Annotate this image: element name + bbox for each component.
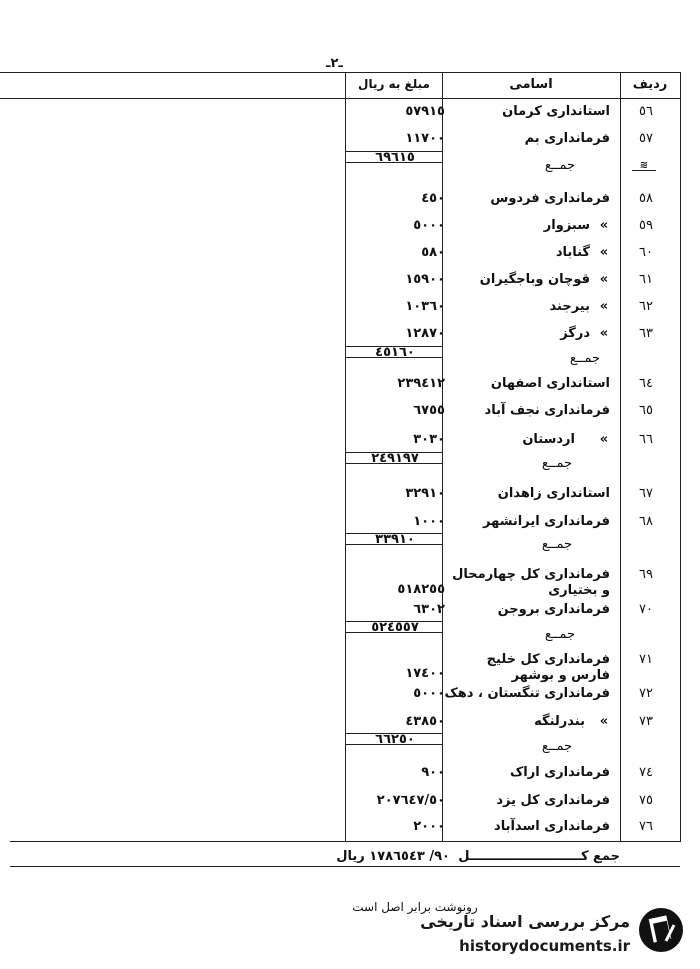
table-right-border	[680, 72, 681, 842]
row-amount: ٣٠٣٠	[413, 432, 445, 447]
ditto-mark: «	[599, 218, 609, 233]
row-name: قوچان وباجگیران	[479, 272, 590, 287]
subtotal-label: جمــع	[569, 351, 600, 366]
row-amount: ٢٠٠٠	[413, 819, 445, 834]
subtotal-label: جمــع	[541, 537, 572, 552]
subtotal-amount: ٦٦٢٥٠	[375, 732, 415, 747]
row-number: ٥٧	[639, 131, 653, 146]
row-amount: ٢٣٩٤١٢	[397, 376, 445, 391]
header-bottom-border	[0, 98, 680, 99]
row-name: فرمانداری بم	[524, 131, 610, 146]
row-number: ٦٩	[639, 567, 653, 582]
row-amount: ٤٥٠	[421, 191, 445, 206]
ditto-mark: «	[599, 432, 609, 447]
row-amount: ٦٣٠٢	[413, 602, 445, 617]
row-number: ٦٤	[639, 376, 653, 391]
ditto-mark: «	[599, 245, 609, 260]
subtotal-amount: ٥٢٤٥٥٧	[371, 620, 419, 635]
row-name: استانداری زاهدان	[497, 486, 610, 501]
subtotal-label: جمــع	[544, 627, 575, 642]
subtotal-label: جمــع	[541, 456, 572, 471]
row-amount: ٥٨٠	[421, 245, 445, 260]
row-number: ٧٤	[639, 765, 653, 780]
page-number: ـ٢ـ	[326, 56, 343, 71]
row-name: استانداری کرمان	[502, 104, 610, 119]
struck-mark: ≋	[632, 160, 656, 171]
row-name: فرمانداری بروجن	[497, 602, 610, 617]
col-divider-right	[620, 72, 621, 842]
row-number: ٧٥	[639, 793, 653, 808]
row-amount: ٥٧٩١٥	[405, 104, 445, 119]
row-name: درگز	[560, 326, 590, 341]
ditto-mark: «	[599, 714, 609, 729]
row-name: فرمانداری کل یزد	[496, 793, 610, 808]
row-name: استانداری اصفهان	[490, 376, 610, 391]
row-name: فرمانداری اراک	[509, 765, 610, 780]
grand-total-label: جمع کـــــــــــــــــــــــــل	[458, 849, 620, 864]
watermark-site: historydocuments.ir	[459, 937, 630, 955]
row-amount: ٤٣٨٥٠	[405, 714, 445, 729]
row-number: ٦٠	[639, 245, 653, 260]
grand-total-top-rule	[10, 841, 680, 842]
row-number: ٥٩	[639, 218, 653, 233]
ditto-mark: «	[599, 299, 609, 314]
row-number: ٧٠	[639, 602, 653, 617]
row-amount: ١٠٣٦٠	[405, 299, 445, 314]
row-amount: ٥٠٠٠	[413, 686, 445, 701]
row-amount: ٩٠٠	[421, 765, 445, 780]
row-name: فرمانداری کل چهارمحال و بختیاری	[452, 567, 610, 598]
row-number: ٥٦	[639, 104, 653, 119]
row-name: بیرجند	[549, 299, 590, 314]
row-number: ٦٦	[639, 432, 653, 447]
row-amount: ٣٢٩١٠	[405, 486, 445, 501]
grand-total-amount: ٩٠/ ١٧٨٦٥٤٣ ریال	[336, 849, 450, 864]
row-name: سبزوار	[543, 218, 590, 233]
row-number: ٦٥	[639, 403, 653, 418]
subtotal-amount: ٦٩٦١٥	[375, 150, 415, 165]
ditto-mark: «	[599, 272, 609, 287]
watermark-seal-icon	[636, 905, 686, 955]
row-number: ٥٨	[639, 191, 653, 206]
header-names: اسامی	[509, 77, 553, 92]
subtotal-label: جمــع	[541, 739, 572, 754]
row-name: فرمانداری اسدآباد	[494, 819, 610, 834]
header-amount: مبلغ به ریال	[358, 77, 430, 91]
subtotal-label: جمــع	[544, 158, 575, 173]
row-amount: ١١٧٠٠	[405, 131, 445, 146]
row-name: بندرلنگه	[534, 714, 585, 729]
row-amount: ٥٠٠٠	[413, 218, 445, 233]
subtotal-amount: ٤٥١٦٠	[375, 345, 415, 360]
row-amount: ١٢٨٧٠	[405, 326, 445, 341]
subtotal-amount: ٢٤٩١٩٧	[371, 451, 419, 466]
row-amount: ٢٠٧٦٤٧/٥٠	[376, 793, 445, 808]
row-amount: ١٥٩٠٠	[405, 272, 445, 287]
row-number: ٦٢	[639, 299, 653, 314]
row-amount: ٦٧٥٥	[413, 403, 445, 418]
table-top-border	[0, 72, 680, 73]
row-amount: ١٠٠٠	[413, 514, 445, 529]
grand-total-bottom-rule	[10, 866, 680, 867]
row-amount: ٥١٨٢٥٥	[397, 582, 445, 597]
row-name: فرمانداری کل خلیج فارس و بوشهر	[486, 652, 610, 683]
row-number: ٦٧	[639, 486, 653, 501]
row-name: فرمانداری فردوس	[490, 191, 610, 206]
row-number: ٦١	[639, 272, 653, 287]
row-number: ٧٣	[639, 714, 653, 729]
header-row-number: ردیف	[632, 77, 668, 92]
row-amount: ١٧٤٠٠	[405, 666, 445, 681]
watermark-title: مرکز بررسی اسناد تاریخی	[420, 912, 630, 931]
row-number: ٦٨	[639, 514, 653, 529]
row-number: ٧٢	[639, 686, 653, 701]
row-name: فرمانداری ایرانشهر	[483, 514, 610, 529]
row-name: گناباد	[555, 245, 590, 260]
row-name: فرمانداری نجف آباد	[484, 403, 610, 418]
row-number: ٧٦	[639, 819, 653, 834]
ditto-mark: «	[599, 326, 609, 341]
row-number: ٧١	[639, 652, 653, 667]
subtotal-amount: ٣٣٩١٠	[375, 532, 415, 547]
row-number: ٦٣	[639, 326, 653, 341]
row-name: فرمانداری تنگستان ، دهک	[444, 686, 610, 701]
row-name: اردستان	[522, 432, 575, 447]
certified-copy-note: رونوشت برابر اصل است	[352, 900, 478, 914]
